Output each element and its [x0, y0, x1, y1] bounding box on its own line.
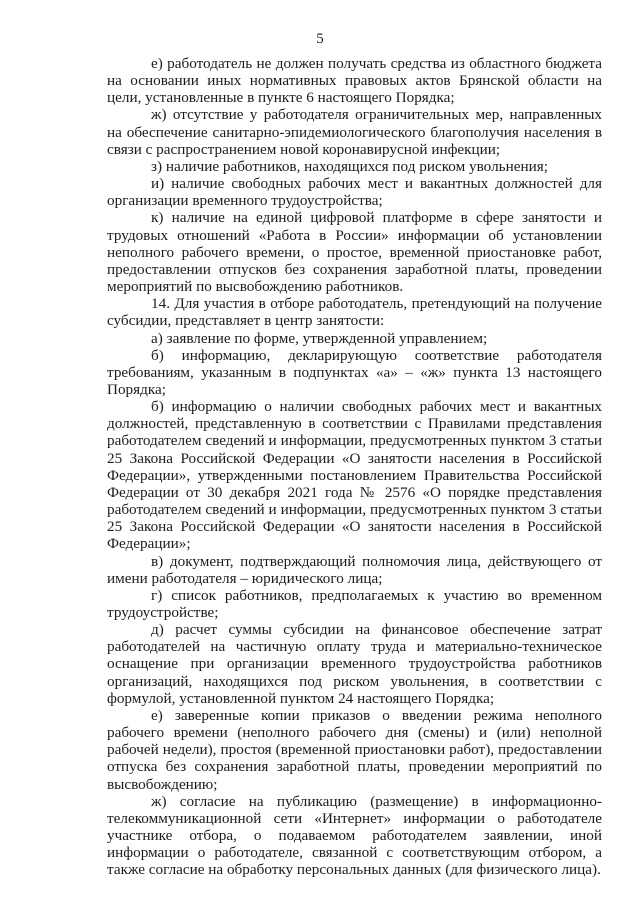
paragraph-14b: б) информацию, декларирующую соответствие работодателя требованиям, указанным в подпунктах «а» – «ж» пункта 13 настоящего Порядка; [107, 346, 602, 398]
document-body [107, 55, 602, 879]
paragraph-14v: в) документ, подтверждающий полномочия лица, действующего от имени работодателя – юридического лица; [107, 552, 602, 587]
paragraph-13z: з) наличие работников, находящихся под риском увольнения; [151, 157, 548, 175]
paragraph-14b-second: б) информацию о наличии свободных рабочих мест и вакантных должностей, представленную в соответствии с Правилами представления работодателем сведений и информации, предусмотренных пунктом 3 статьи 25 Закона Российской Федерации «О занятости населения в Российской Федерации», утвержденными постановлением Правительства Российской Федерации от 30 декабря 2021 года № 2576 «О порядке представления работодателем сведений и информации, предусмотренных пунктом 3 статьи 25 Закона Российской Федерации «О занятости населения в Российской Федерации»; [107, 398, 602, 553]
paragraph-14g: г) список работников, предполагаемых к участию во временном трудоустройстве; [107, 586, 602, 621]
paragraph-14: 14. Для участия в отборе работодатель, претендующий на получение субсидии, представляет в центр занятости: [107, 295, 602, 330]
paragraph-14a: а) заявление по форме, утвержденной управлением; [151, 329, 488, 347]
paragraph-13i: и) наличие свободных рабочих мест и вакантных должностей для организации временного трудоустройства; [107, 175, 602, 210]
paragraph-14zh: ж) согласие на публикацию (размещение) в информационно-телекоммуникационной сети «Интернет» информации о работодателе участнике отбора, о подаваемом работодателем заявлении, иной информации о работодателе, связанной с соответствующим отбором, а также согласие на обработку персональных данных (для физического лица). [107, 792, 602, 879]
paragraph-14d: д) расчет суммы субсидии на финансовое обеспечение затрат работодателей на частичную оплату труда и материально-техническое оснащение при организации временного трудоустройства работников организаций, находящихся под риском увольнения, в соответствии с формулой, установленной пунктом 24 настоящего Порядка; [107, 621, 602, 707]
paragraph-13zh: ж) отсутствие у работодателя ограничительных мер, направленных на обеспечение санитарно-эпидемиологического благополучия населения в связи с распространением новой коронавирусной инфекции; [107, 106, 602, 158]
paragraph-13e: е) работодатель не должен получать средства из областного бюджета на основании иных нормативных правовых актов Брянской области на цели, установленные в пункте 6 настоящего Порядка; [107, 55, 602, 107]
paragraph-14e: е) заверенные копии приказов о введении режима неполного рабочего времени (неполного рабочего дня (смены) и (или) неполной рабочей недели), простоя (временной приостановки работ), предоставлении отпуска без сохранения заработной платы, проведении мероприятий по высвобождению; [107, 706, 602, 793]
page-number: 5 [316, 31, 324, 47]
paragraph-13k: к) наличие на единой цифровой платформе в сфере занятости и трудовых отношений «Работа в России» информации об установлении неполного рабочего времени, о простое, временной приостановке работ, предоставлении отпусков без сохранения заработной платы, проведении мероприятий по высвобождению работников. [107, 209, 602, 296]
